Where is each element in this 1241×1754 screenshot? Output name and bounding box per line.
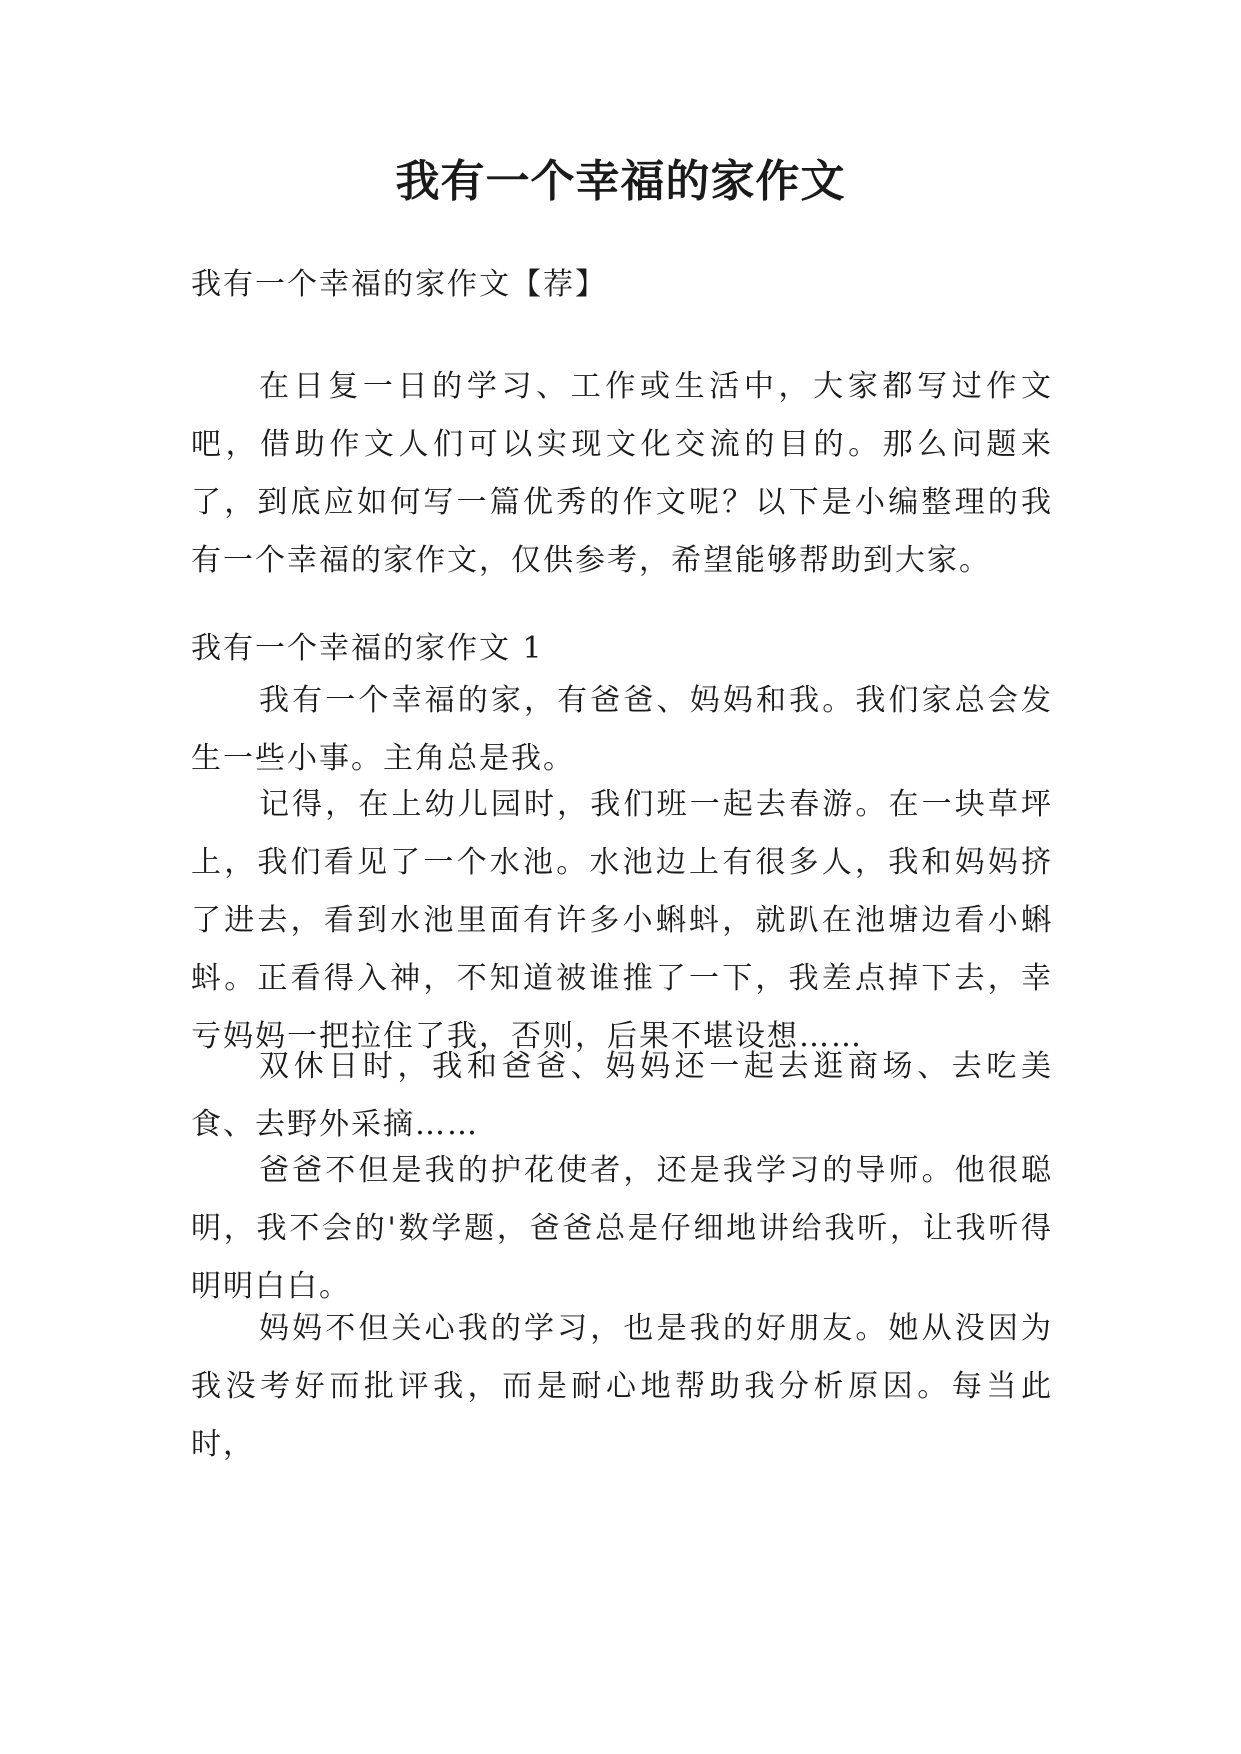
document-title: 我有一个幸福的家作文: [395, 156, 846, 207]
paragraph-2: 记得，在上幼儿园时，我们班一起去春游。在一块草坪上，我们看见了一个水池。水池边上有很多人，我和妈妈挤了进去，看到水池里面有许多小蝌蚪，就趴在池塘边看小蝌蚪。正看得入神，不知道被谁推了一下，我差点掉下去，幸亏妈妈一把拉住了我，否则，后果不堪设想……: [191, 787, 1053, 1054]
paragraph-4: 爸爸不但是我的护花使者，还是我学习的导师。他很聪明，我不会的'数学题，爸爸总是仔细地讲给我听，让我听得明明白白。: [191, 1153, 1053, 1304]
paragraph-5: 妈妈不但关心我的学习，也是我的好朋友。她从没因为我没考好而批评我，而是耐心地帮助我分析原因。每当此时，: [191, 1311, 1053, 1462]
document-subtitle: 我有一个幸福的家作文【荐】: [191, 267, 607, 302]
intro-paragraph: 在日复一日的学习、工作或生活中，大家都写过作文吧，借助作文人们可以实现文化交流的目的。那么问题来了，到底应如何写一篇优秀的作文呢？以下是小编整理的我有一个幸福的家作文，仅供参考，希望能够帮助到大家。: [191, 369, 1053, 578]
paragraph-1: 我有一个幸福的家，有爸爸、妈妈和我。我们家总会发生一些小事。主角总是我。: [191, 683, 1053, 776]
paragraph-3: 双休日时，我和爸爸、妈妈还一起去逛商场、去吃美食、去野外采摘……: [191, 1049, 1053, 1142]
section-heading: 我有一个幸福的家作文 1: [191, 631, 544, 666]
